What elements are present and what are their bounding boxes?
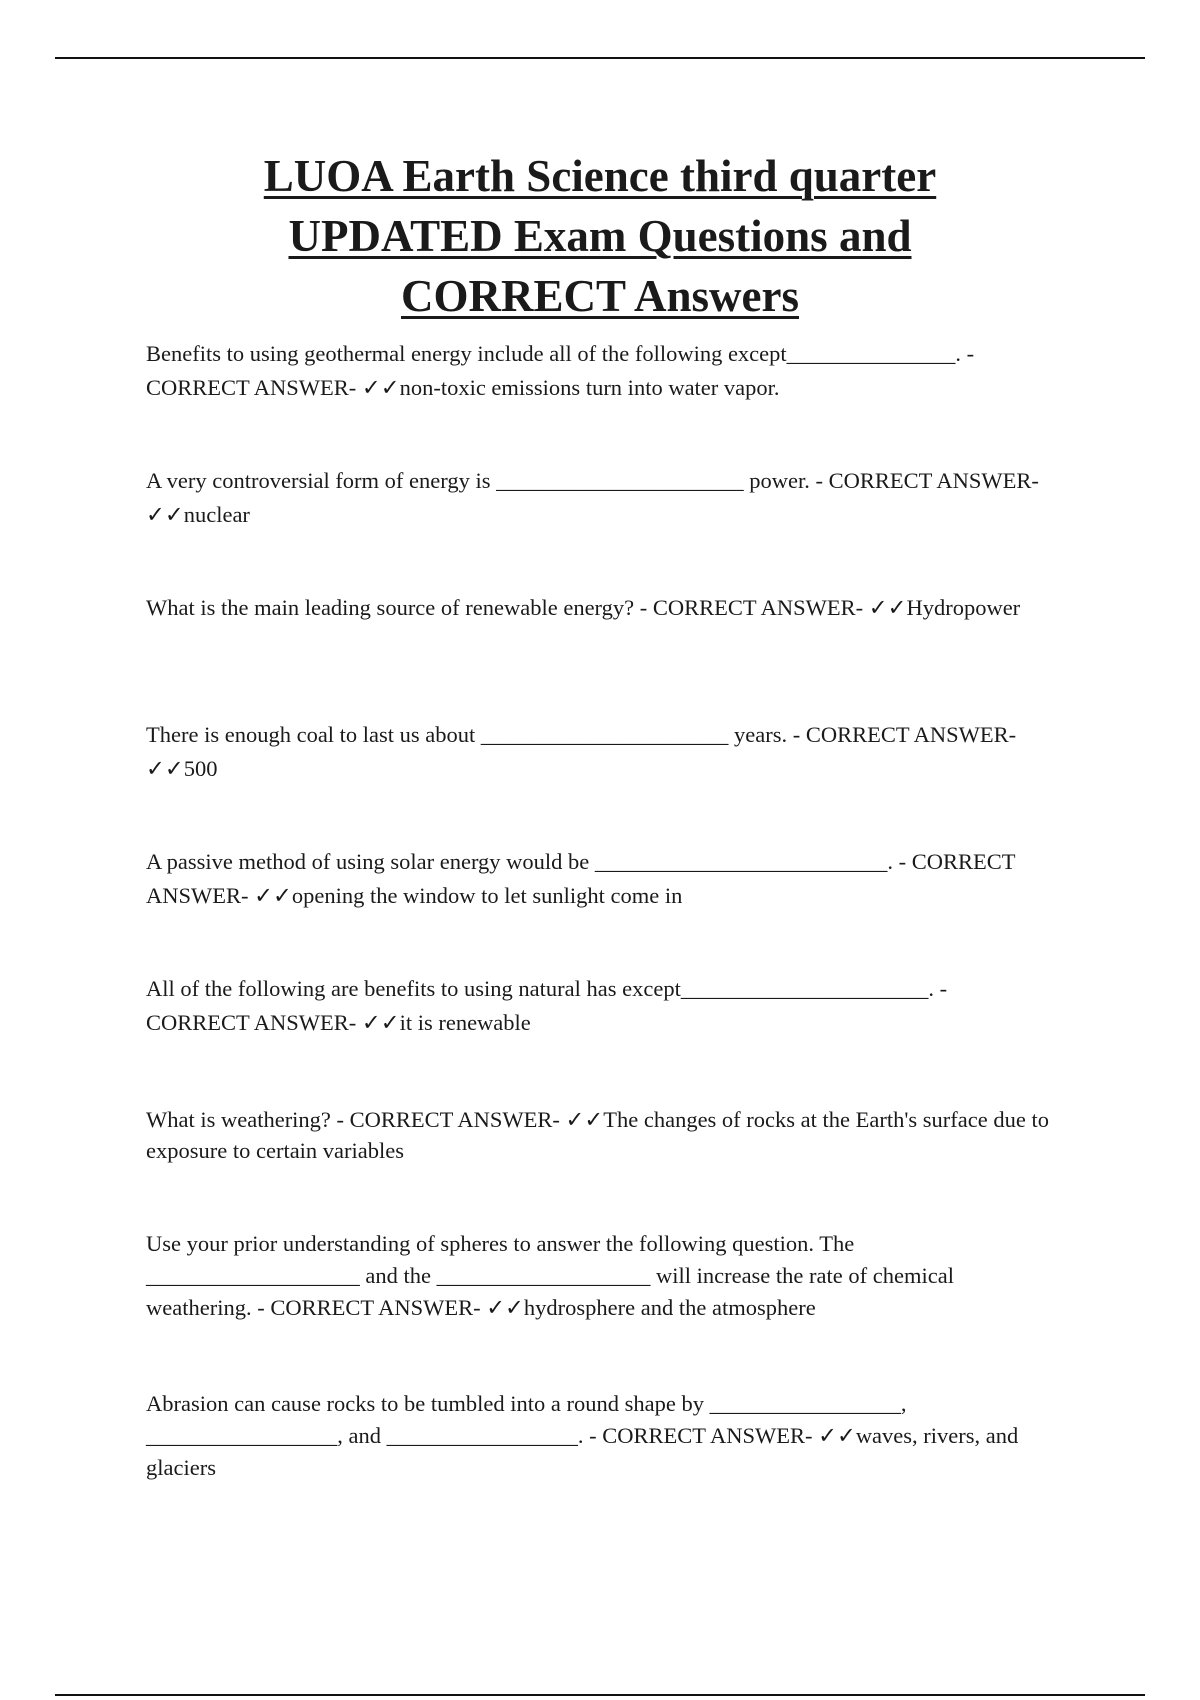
- answer-prefix: - CORRECT ANSWER- ✓✓: [146, 976, 948, 1035]
- page-title: [100, 146, 1100, 326]
- qa-item-3: [146, 591, 1056, 625]
- qa-item-6: [146, 972, 1056, 1040]
- qa-item-4: [146, 718, 1056, 786]
- answer-text: nuclear: [183, 502, 250, 527]
- answer-prefix: - CORRECT ANSWER- ✓✓: [146, 722, 1017, 781]
- answer-text: 500: [183, 756, 218, 781]
- title-line-1: LUOA Earth Science third quarter: [263, 151, 937, 201]
- top-rule: [55, 57, 1145, 59]
- question-text: A very controversial form of energy is ______________________ power.: [146, 468, 816, 493]
- qa-item-5: [146, 845, 1056, 913]
- answer-prefix: - CORRECT ANSWER- ✓✓: [639, 595, 907, 620]
- qa-item-7: [146, 1104, 1056, 1166]
- answer-prefix: - CORRECT ANSWER- ✓✓: [589, 1423, 856, 1448]
- qa-item-2: [146, 464, 1056, 532]
- answer-text: Hydropower: [906, 595, 1021, 620]
- title-line-2: UPDATED Exam Questions and: [288, 211, 912, 261]
- answer-text: it is renewable: [399, 1010, 531, 1035]
- answer-text: non-toxic emissions turn into water vapor.: [399, 375, 780, 400]
- bottom-rule: [55, 1694, 1145, 1696]
- question-text: A passive method of using solar energy would be __________________________.: [146, 849, 899, 874]
- answer-prefix: - CORRECT ANSWER- ✓✓: [336, 1107, 604, 1132]
- answer-text: The changes of rocks at the Earth's surface due to exposure to certain variables: [146, 1107, 1049, 1163]
- title-line-3: CORRECT Answers: [401, 271, 799, 321]
- question-text: What is weathering?: [146, 1107, 337, 1132]
- answer-prefix: - CORRECT ANSWER- ✓✓: [146, 341, 975, 400]
- qa-item-8: [146, 1228, 1056, 1324]
- answer-text: hydrosphere and the atmosphere: [523, 1295, 816, 1320]
- answer-prefix: - CORRECT ANSWER- ✓✓: [146, 849, 1016, 908]
- question-text: Abrasion can cause rocks to be tumbled into a round shape by _________________, _________________, and _________________.: [146, 1391, 907, 1448]
- qa-item-9: [146, 1388, 1056, 1484]
- question-text: What is the main leading source of renewable energy?: [146, 595, 640, 620]
- question-text: There is enough coal to last us about ______________________ years.: [146, 722, 793, 747]
- answer-prefix: - CORRECT ANSWER- ✓✓: [146, 468, 1039, 527]
- answer-prefix: - CORRECT ANSWER- ✓✓: [257, 1295, 524, 1320]
- qa-item-1: [146, 337, 1056, 405]
- question-text: All of the following are benefits to using natural has except______________________.: [146, 976, 940, 1001]
- question-text: Use your prior understanding of spheres to answer the following question. The ___________________ and the ___________________ will increase the rate of chemical weathering.: [146, 1231, 954, 1320]
- question-text: Benefits to using geothermal energy include all of the following except_______________.: [146, 341, 967, 366]
- answer-text: opening the window to let sunlight come in: [291, 883, 683, 908]
- answer-text: waves, rivers, and glaciers: [146, 1423, 1019, 1480]
